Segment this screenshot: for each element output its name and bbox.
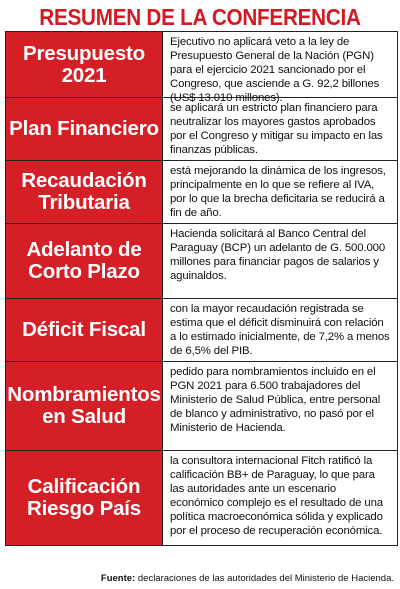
table-row: [5, 362, 398, 451]
summary-table: [5, 31, 398, 546]
row-label-plan-financiero: Plan Financiero: [5, 98, 163, 160]
row-text-plan-financiero: se aplicará un estricto plan financiero para neutralizar los mayores gastos aprobados por el Congreso y mitigar su impacto en las finanzas públicas.: [170, 102, 383, 156]
source-label: Fuente:: [100, 573, 136, 584]
source-text: declaraciones de las autoridades del Ministerio de Hacienda.: [137, 573, 394, 584]
page-title: RESUMEN DE LA CONFERENCIA: [39, 4, 361, 30]
table-row: [5, 32, 398, 104]
table-row: [5, 98, 398, 161]
table-row: [5, 161, 398, 224]
row-text-nombramientos: pedido para nombramientos incluido en el PGN 2021 para 6.500 trabajadores del Ministerio de Salud Pública, entre personal de blanco y administrativo, no pasó por el Ministerio de Hacienda.: [170, 366, 381, 434]
source-note: [101, 573, 394, 585]
row-text-calificacion: la consultora internacional Fitch ratificó la calificación BB+ de Paraguay, lo que para las autoridades ante un escenario económico complejo es el resultado de una política macroeconómica sólida y explicado por el proceso de recuperación económica.: [170, 455, 383, 537]
row-text-recaudacion: está mejorando la dinámica de los ingresos, principalmente en lo que se refiere al IVA, por lo que la brecha deficitaria se reducirá a fin de año.: [170, 165, 386, 219]
table-row: [5, 299, 398, 362]
row-label-deficit: Déficit Fiscal: [5, 299, 163, 361]
row-text-deficit: con la mayor recaudación registrada se estima que el déficit disminuirá con relación a lo estimado inicialmente, de 7,2% a menos de 6,5% del PIB.: [170, 303, 390, 357]
row-label-recaudacion: Recaudación Tributaria: [5, 161, 163, 223]
row-text-presupuesto: Ejecutivo no aplicará veto a la ley de Presupuesto General de la Nación (PGN) para el ejercicio 2021 sancionado por el Congreso, que asciende a G. 92,2 billones (US$ 13.010 millones).: [170, 36, 380, 104]
row-text-adelanto: Hacienda solicitará al Banco Central del Paraguay (BCP) un adelanto de G. 500.000 millones para financiar pagos de salarios y aguinaldos.: [170, 228, 385, 282]
row-label-nombramientos: Nombramientos en Salud: [5, 362, 163, 450]
table-row: [5, 224, 398, 299]
row-label-calificacion: Calificación Riesgo País: [5, 451, 163, 545]
row-label-adelanto: Adelanto de Corto Plazo: [5, 224, 163, 298]
table-row: [5, 451, 398, 546]
row-label-presupuesto: Presupuesto 2021: [5, 32, 163, 97]
